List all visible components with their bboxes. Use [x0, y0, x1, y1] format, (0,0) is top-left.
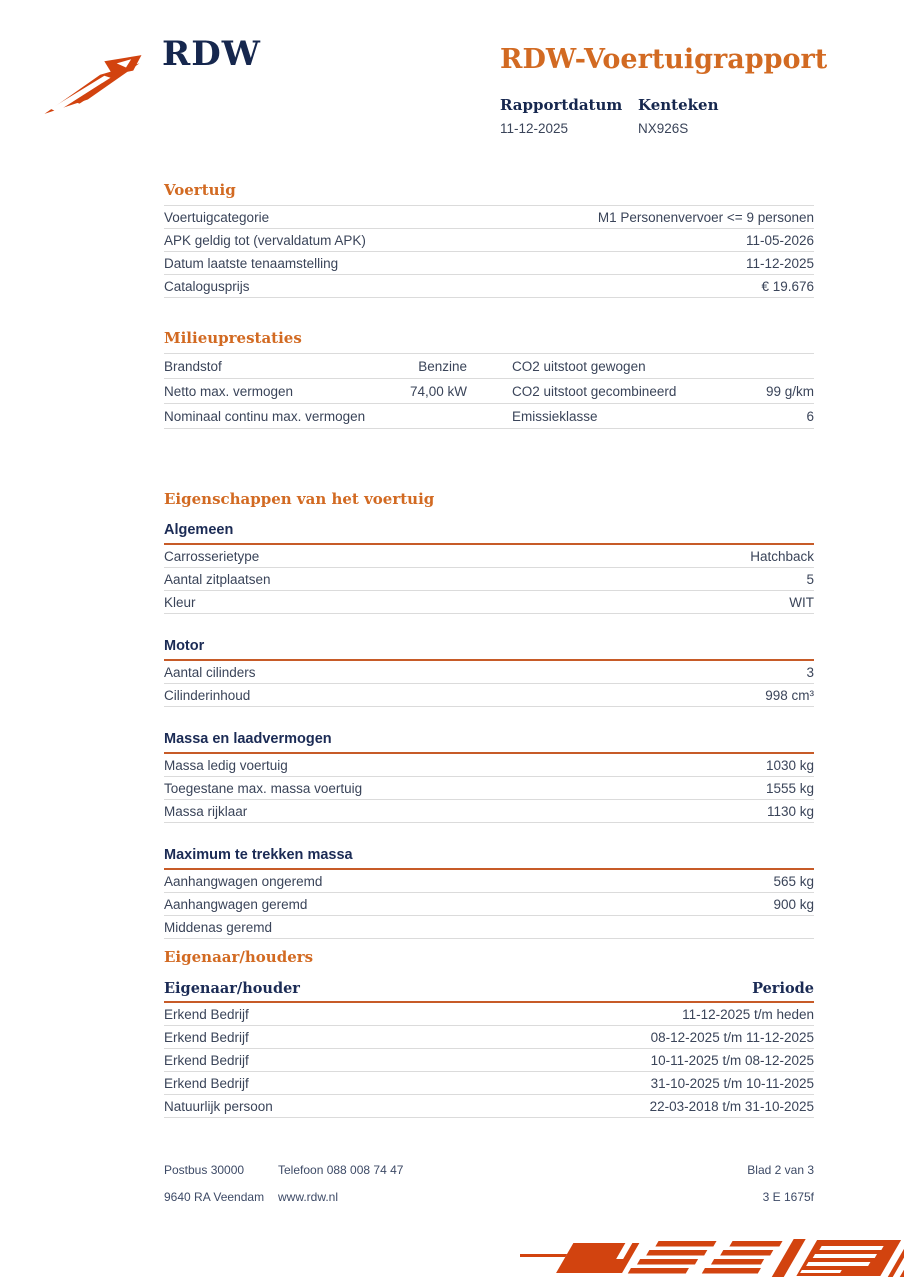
table-row — [164, 1072, 814, 1095]
row-label: Kleur — [164, 594, 196, 610]
owner-name: Erkend Bedrijf — [164, 1075, 249, 1091]
table-row — [164, 800, 814, 823]
row-value: 1130 kg — [766, 803, 814, 819]
row-label: CO2 uitstoot gecombineerd — [512, 383, 677, 399]
section-title-voertuig: Voertuig — [164, 181, 814, 206]
table-row — [164, 777, 814, 800]
report-meta — [500, 96, 776, 136]
row-value: € 19.676 — [761, 278, 814, 294]
row-value: 1030 kg — [765, 757, 814, 773]
subsection-motor — [164, 638, 814, 707]
table-row — [164, 206, 814, 229]
kenteken-label: Kenteken — [638, 96, 719, 114]
table-row — [164, 545, 814, 568]
row-value: 5 — [806, 571, 814, 587]
row-value: 11-12-2025 — [745, 255, 814, 271]
footer-website: www.rdw.nl — [278, 1190, 339, 1204]
table-row — [164, 229, 814, 252]
owner-name: Natuurlijk persoon — [164, 1098, 273, 1114]
footer-city: 9640 RA Veendam — [164, 1190, 265, 1204]
footer-phone: Telefoon 088 008 74 47 — [278, 1163, 404, 1177]
table-row — [164, 404, 814, 429]
speed-stripes-icon — [520, 1235, 904, 1280]
row-label: Datum laatste tenaamstelling — [164, 255, 339, 271]
table-row — [164, 893, 814, 916]
subsection-massa — [164, 731, 814, 823]
row-label: Toegestane max. massa voertuig — [164, 780, 363, 796]
report-date-label: Rapportdatum — [500, 96, 623, 114]
owner-period: 10-11-2025 t/m 08-12-2025 — [650, 1052, 814, 1068]
footer-page-number: Blad 2 van 3 — [747, 1163, 814, 1177]
table-row — [164, 275, 814, 298]
owner-name: Erkend Bedrijf — [164, 1029, 249, 1045]
section-milieuprestaties — [164, 329, 814, 429]
owner-name: Erkend Bedrijf — [164, 1006, 249, 1022]
table-row — [164, 916, 814, 939]
table-row — [164, 1026, 814, 1049]
owners-header-row — [164, 980, 814, 1003]
section-eigenaars — [164, 948, 814, 1118]
row-label: Brandstof — [164, 358, 222, 374]
row-label: Nominaal continu max. vermogen — [164, 408, 366, 424]
section-title-eigenaars: Eigenaar/houders — [164, 948, 314, 966]
footer-doc-code: 3 E 1675f — [762, 1190, 814, 1204]
row-value: 74,00 kW — [409, 383, 467, 399]
owner-period: 22-03-2018 t/m 31-10-2025 — [649, 1098, 814, 1114]
subsection-title: Massa en laadvermogen — [164, 731, 814, 754]
row-label: Aanhangwagen ongeremd — [164, 873, 323, 889]
row-label: CO2 uitstoot gewogen — [512, 358, 646, 374]
row-label: Middenas geremd — [164, 919, 273, 935]
rdw-flag-icon — [42, 52, 146, 116]
page-footer — [164, 1163, 814, 1204]
column-header-period: Periode — [752, 980, 814, 997]
subsection-title: Algemeen — [164, 522, 814, 545]
table-row — [164, 591, 814, 614]
row-label: Emissieklasse — [512, 408, 598, 424]
table-row — [164, 870, 814, 893]
row-label: Cilinderinhoud — [164, 687, 251, 703]
kenteken-value: NX926S — [638, 121, 689, 136]
table-row — [164, 1003, 814, 1026]
row-label: APK geldig tot (vervaldatum APK) — [164, 232, 366, 248]
row-label: Netto max. vermogen — [164, 383, 294, 399]
row-label: Catalogusprijs — [164, 278, 250, 294]
section-title-milieuprestaties: Milieuprestaties — [164, 329, 814, 354]
row-value: 998 cm³ — [765, 687, 814, 703]
table-row — [164, 1049, 814, 1072]
row-label: Massa ledig voertuig — [164, 757, 288, 773]
table-row — [164, 754, 814, 777]
table-row — [164, 568, 814, 591]
row-value: 99 g/km — [765, 383, 814, 399]
column-header-owner: Eigenaar/houder — [164, 980, 300, 997]
row-value: 900 kg — [773, 896, 814, 912]
subsection-algemeen — [164, 522, 814, 614]
row-value: 565 kg — [773, 873, 814, 889]
table-row — [164, 354, 814, 379]
row-value: Hatchback — [750, 548, 814, 564]
kenteken-block — [638, 96, 776, 136]
footer-postbus: Postbus 30000 — [164, 1163, 245, 1177]
row-value: 11-05-2026 — [745, 232, 814, 248]
table-row — [164, 379, 814, 404]
owner-period: 08-12-2025 t/m 11-12-2025 — [650, 1029, 814, 1045]
report-date-value: 11-12-2025 — [500, 121, 569, 136]
subsection-title: Maximum te trekken massa — [164, 847, 814, 870]
row-value: M1 Personenvervoer <= 9 personen — [597, 209, 814, 225]
row-value: 1555 kg — [765, 780, 814, 796]
brand-wordmark: RDW — [162, 34, 261, 74]
row-label: Aantal zitplaatsen — [164, 571, 271, 587]
row-value: WIT — [789, 594, 814, 610]
owner-period: 11-12-2025 t/m heden — [682, 1006, 814, 1022]
row-label: Aanhangwagen geremd — [164, 896, 308, 912]
owner-period: 31-10-2025 t/m 10-11-2025 — [650, 1075, 814, 1091]
subsection-trekken — [164, 847, 814, 939]
report-date-block — [500, 96, 638, 136]
table-row — [164, 252, 814, 275]
section-title-eigenschappen: Eigenschappen van het voertuig — [164, 490, 435, 508]
section-voertuig — [164, 181, 814, 298]
subsection-title: Motor — [164, 638, 814, 661]
section-eigenschappen — [164, 490, 814, 939]
row-label: Aantal cilinders — [164, 664, 256, 680]
page-title: RDW-Voertuigrapport — [500, 44, 828, 75]
row-value: 3 — [806, 664, 814, 680]
table-row — [164, 684, 814, 707]
row-label: Carrosserietype — [164, 548, 260, 564]
row-value: Benzine — [418, 358, 467, 374]
owner-name: Erkend Bedrijf — [164, 1052, 249, 1068]
row-label: Massa rijklaar — [164, 803, 248, 819]
row-value: 6 — [806, 408, 814, 424]
table-row — [164, 1095, 814, 1118]
row-label: Voertuigcategorie — [164, 209, 270, 225]
table-row — [164, 661, 814, 684]
